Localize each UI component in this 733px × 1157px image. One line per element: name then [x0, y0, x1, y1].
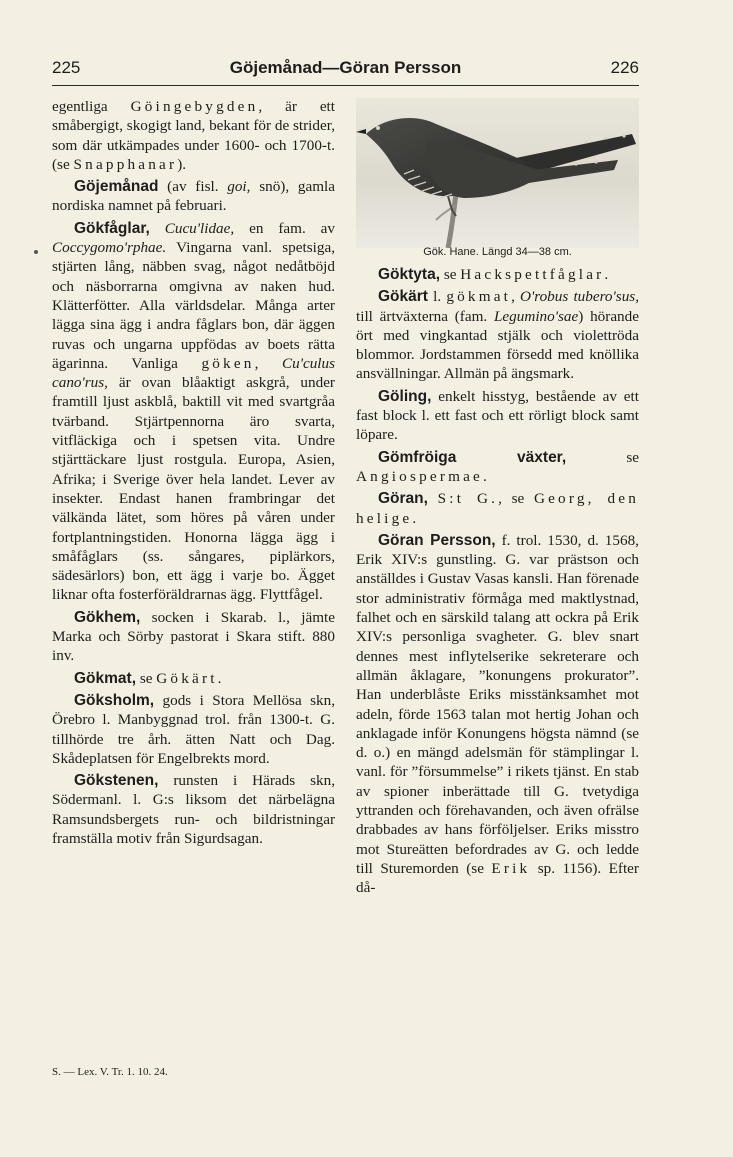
entry-gomfroiga-vaxter: Gömfröiga växter, se Angiospermae. [356, 448, 639, 485]
headword: Göjemånad [74, 178, 159, 196]
entry-gojemanad: Göjemånad (av fisl. goi, snö), gamla nordiska namnet på februari. [52, 178, 335, 215]
column-right [356, 262, 639, 898]
headword: Gömfröiga växter, [378, 448, 567, 466]
margin-mark [34, 250, 38, 254]
headword: Göran, [378, 490, 428, 508]
column-left [52, 97, 335, 848]
headword: Gökfåglar, [74, 219, 150, 237]
entry-goran-persson: Göran Persson, f. trol. 1530, d. 1568, Erik XIV:s gunstling. G. var prästson och anställdes i Gustav Vasas kansli. Han förenade stor administrativ förmåga med maktlystnad, falhet och en särskild talang att ockra på Erik XIV:s personliga svagheter. G. blev snart dennes mest inflytelserike sekreterare och allmän åklagare, ”konungens prokurator”. Han underblåste Eriks misstänksamhet mot adeln, förde 1563 talan mot hertig Johan och anklagade inför Konungens högsta nämnd (se d. o.) en mängd adelsmän för stämplingar l. vanl. för ”försummelse” i rikets tjänst. En stab av spioner inberättade till G. tvetydiga yttranden och förehavanden, och även ofrälse drabbades av hans förföljelser. Eriks misstro mot Stureätten befordrades av G. och ledde till Sturemorden (se Erik sp. 1156). Efter då- [356, 531, 639, 897]
headword: Gökmat, [74, 669, 137, 687]
header-rule [52, 85, 639, 86]
headword: Gökhem, [74, 608, 141, 626]
headword: Göktyta, [378, 266, 441, 283]
page-number-left: 225 [52, 58, 81, 77]
page-header [52, 54, 639, 84]
cuckoo-bird-icon [356, 98, 639, 248]
entry-gokmat: Gökmat, se Gökärt. [74, 669, 222, 687]
entry-goinge-continuation: egentliga Göingebygden, är ett småbergigt, skogigt land, bekant för de strider, som där utkämpades under 1600- och 1700-t. (se Snapphanar). [52, 98, 335, 173]
entry-gokhem: Gökhem, socken i Skarab. l., jämte Marka och Sörby pastorat i Skara stift. 880 inv. [52, 608, 335, 665]
entry-goling: Göling, enkelt hisstyg, bestående av ett fast block l. ett fast och ett rörligt block samt löpare. [356, 387, 639, 444]
entry-goksholm: Göksholm, gods i Stora Mellösa skn, Örebro l. Manbyggnad trol. från 1300-t. G. tillhörde tre årh. ätten Natt och Dag. Skådeplatsen för Engelbrekts mord. [52, 691, 335, 767]
entry-goran: Göran, S:t G., se Georg, den helige. [356, 490, 640, 527]
headword: Göran Persson, [378, 531, 496, 549]
headword: Göksholm, [74, 691, 155, 709]
figure-caption: Gök. Hane. Längd 34—38 cm. [423, 246, 572, 258]
headword: Göling, [378, 387, 432, 405]
entry-gokstenen: Gökstenen, runsten i Härads skn, Södermanl. l. G:s liksom det närbelägna Ramsundsbergets run- och bildristningar framställa motiv från Sigurdsagan. [52, 772, 335, 847]
headword: Gökstenen, [74, 772, 159, 790]
headword: Gökärt [378, 288, 428, 306]
page-number-right: 226 [610, 58, 639, 77]
entry-gokart: Gökärt l. gökmat, O'robus tubero'sus, till ärtväxterna (fam. Legumino'sae) hörande ört med vingkantad stjälk och violettröda blommor. Jordstammen försedd med knöllika ansvällningar. Allmän på ängsmark. [356, 288, 639, 383]
print-signature: S. — Lex. V. Tr. 1. 10. 24. [52, 1066, 168, 1078]
cuckoo-illustration [356, 98, 639, 248]
running-title: Göjemånad—Göran Persson [229, 58, 462, 77]
entry-gokfaglar: Gökfåglar, Cucu'lidae, en fam. av Coccygomo'rphae. Vingarna vanl. spetsiga, stjärten lång, näbben svag, något nedåtböjd och näsborrarna omgivna av naken hud. Klätterfötter. Alla världsdelar. Många arter lägga sina ägg i andra fåglars bon, där äggen ruvas och ungarna uppfödas av boets rätta ägarinna. Vanliga göken, Cu'culus cano'rus, är ovan blåaktigt askgrå, under framtill ljust askblå, baktill vit med svartgråa tvärband. Stjärtpennorna äro svarta, vitfläckiga och i spetsen vita. Undre stjärttäckare ljust rostgula. Europa, Asien, Afrika; i Sverige över hela landet. Lever av insekter. Endast hanen frambringar det välkända lätet, som höres på våren under fortplantningstiden. Honorna lägga ägg i småfåglars (ss. sångares, piplärkors, sädesärlors) bon, ett ägg i varje bo. Ägget liknar ofta fosterföräldrarnas ägg. Flyttfågel. [52, 219, 336, 604]
entry-goktyta: Göktyta, se Hackspettfåglar. [378, 266, 609, 283]
